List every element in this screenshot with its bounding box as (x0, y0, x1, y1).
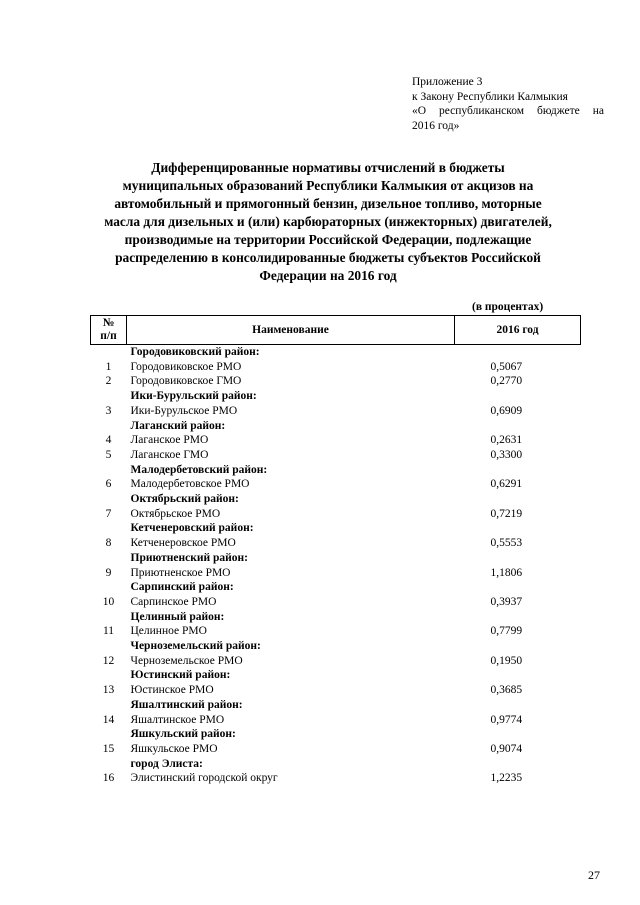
header-number-line-1: № (102, 317, 115, 329)
header-number-line-2: п/п (100, 330, 117, 342)
row-value (455, 580, 581, 595)
row-name: Приютненский район: (130, 551, 248, 564)
appendix-line-2: к Закону Республики Калмыкия (412, 90, 568, 103)
title-line-3: автомобильный и прямогонный бензин, дизельное топливо, моторные (114, 196, 542, 211)
row-number: 2 (105, 375, 112, 388)
row-value (455, 610, 581, 625)
row-number: 12 (102, 654, 115, 667)
row-value: 0,5067 (490, 360, 523, 373)
row-name: Ики-Бурульский район: (130, 390, 257, 403)
table-row (91, 713, 581, 728)
row-name: Кетченеровское РМО (130, 537, 236, 550)
row-value (455, 345, 581, 360)
row-name: Яшкульское РМО (130, 742, 218, 755)
row-number (91, 668, 127, 683)
row-name: Кетченеровский район: (130, 522, 254, 535)
row-value (455, 727, 581, 742)
row-number (91, 345, 127, 360)
row-value (455, 668, 581, 683)
district-row (91, 698, 581, 713)
row-value: 0,3937 (490, 595, 523, 608)
row-name: Приютненское РМО (130, 566, 231, 579)
row-name: Сарпинский район: (130, 581, 234, 594)
row-number: 7 (105, 507, 112, 520)
table-row (91, 448, 581, 463)
table-row (91, 595, 581, 610)
row-name: Городовиковский район: (130, 346, 260, 358)
district-row (91, 757, 581, 772)
row-value: 1,1806 (490, 566, 523, 579)
row-name: Яшалтинский район: (130, 698, 243, 711)
document-title (78, 159, 578, 285)
title-line-7: Федерации на 2016 год (259, 268, 397, 283)
row-value: 0,1950 (490, 654, 523, 667)
row-number: 5 (105, 448, 112, 461)
district-row (91, 610, 581, 625)
district-row (91, 639, 581, 654)
table-row (91, 507, 581, 522)
table-row (91, 536, 581, 551)
table-row (91, 374, 581, 389)
title-line-1: Дифференцированные нормативы отчислений в бюджеты (151, 160, 505, 175)
row-number (91, 698, 127, 713)
row-value: 0,3300 (490, 448, 523, 461)
row-name: Октябрьский район: (130, 493, 239, 506)
row-name: Ики-Бурульское РМО (130, 404, 238, 417)
unit-label: (в процентах) (472, 301, 544, 313)
row-value: 0,5553 (490, 537, 523, 550)
row-number (91, 727, 127, 742)
row-name: Малодербетовский район: (130, 463, 268, 476)
row-number: 13 (102, 684, 115, 697)
district-row (91, 727, 581, 742)
row-number (91, 389, 127, 404)
table-row (91, 404, 581, 419)
row-value: 0,7219 (490, 507, 523, 520)
table-row (91, 433, 581, 448)
row-name: Лаганское ГМО (130, 448, 209, 461)
table-row (91, 683, 581, 698)
row-value (455, 492, 581, 507)
row-name: Городовиковское ГМО (130, 375, 242, 388)
row-number: 10 (102, 595, 115, 608)
row-value: 0,2770 (490, 375, 523, 388)
row-name: Элистинский городской округ (130, 772, 278, 785)
appendix-line-3: «О республиканском бюджете на (412, 105, 604, 118)
row-value: 0,6909 (490, 404, 523, 417)
row-number (91, 463, 127, 478)
row-number: 9 (105, 566, 112, 579)
header-number (91, 316, 127, 345)
header-year: 2016 год (455, 316, 581, 345)
row-name: Целинный район: (130, 610, 225, 623)
appendix-line-1: Приложение 3 (412, 76, 483, 88)
district-row (91, 492, 581, 507)
row-number: 1 (105, 360, 112, 373)
row-number (91, 521, 127, 536)
district-row (91, 521, 581, 536)
row-number: 16 (102, 772, 115, 785)
district-row (91, 419, 581, 434)
row-value (455, 639, 581, 654)
row-number (91, 492, 127, 507)
district-row (91, 389, 581, 404)
row-value: 0,9074 (490, 742, 523, 755)
row-value: 0,3685 (490, 684, 523, 697)
row-name: Лаганское РМО (130, 434, 209, 447)
row-name: Октябрьское РМО (130, 507, 221, 520)
row-name: Яшкульский район: (130, 728, 236, 741)
row-value (455, 389, 581, 404)
table-row (91, 477, 581, 492)
district-row (91, 668, 581, 683)
district-row (91, 463, 581, 478)
row-name: город Элиста: (130, 757, 203, 770)
row-number (91, 610, 127, 625)
row-number (91, 757, 127, 772)
row-number (91, 639, 127, 654)
title-line-2: муниципальных образований Республики Калмыкия от акцизов на (122, 178, 534, 193)
norms-table (90, 315, 581, 786)
row-value: 0,9774 (490, 713, 523, 726)
row-value (455, 521, 581, 536)
title-line-4: масла для дизельных и (или) карбюраторных (инжекторных) двигателей, (104, 214, 552, 229)
row-number (91, 551, 127, 566)
row-name: Яшалтинское РМО (130, 713, 225, 726)
row-name: Юстинское РМО (130, 684, 214, 697)
row-name: Малодербетовское РМО (130, 478, 250, 491)
row-number: 15 (102, 742, 115, 755)
row-value (455, 698, 581, 713)
row-name: Сарпинское РМО (130, 595, 217, 608)
row-name: Черноземельский район: (130, 640, 261, 653)
row-number: 8 (105, 537, 112, 550)
row-value: 1,2235 (490, 772, 523, 785)
row-name: Лаганский район: (130, 419, 226, 432)
table-row (91, 742, 581, 757)
table-row (91, 771, 581, 786)
title-line-6: распределению в консолидированные бюджеты субъектов Российской (115, 250, 541, 265)
row-name: Юстинский район: (130, 669, 231, 682)
row-value: 0,2631 (490, 434, 523, 447)
row-name: Городовиковское РМО (130, 360, 242, 373)
table-row (91, 360, 581, 375)
district-row (91, 580, 581, 595)
row-value (455, 463, 581, 478)
row-number: 6 (105, 478, 112, 491)
row-value (455, 757, 581, 772)
page-number: 27 (588, 868, 600, 882)
row-name: Черноземельское РМО (130, 654, 243, 667)
district-row (91, 345, 581, 360)
row-name: Целинное РМО (130, 625, 207, 638)
row-value (455, 419, 581, 434)
table-row (91, 566, 581, 581)
header-name: Наименование (127, 316, 455, 345)
table-row (91, 624, 581, 639)
appendix-line-4: 2016 год» (412, 119, 460, 132)
district-row (91, 551, 581, 566)
row-number: 11 (102, 625, 115, 638)
table-row (91, 654, 581, 669)
row-number: 4 (105, 434, 112, 447)
title-line-5: производимые на территории Российской Федерации, подлежащие (124, 232, 532, 247)
row-value (455, 551, 581, 566)
row-number (91, 580, 127, 595)
row-number (91, 419, 127, 434)
table-body (91, 345, 581, 787)
row-value: 0,7799 (490, 625, 523, 638)
appendix-note (412, 75, 604, 133)
row-value: 0,6291 (490, 478, 523, 491)
row-number: 3 (105, 404, 112, 417)
table-header-row (91, 316, 581, 345)
row-number: 14 (102, 713, 115, 726)
